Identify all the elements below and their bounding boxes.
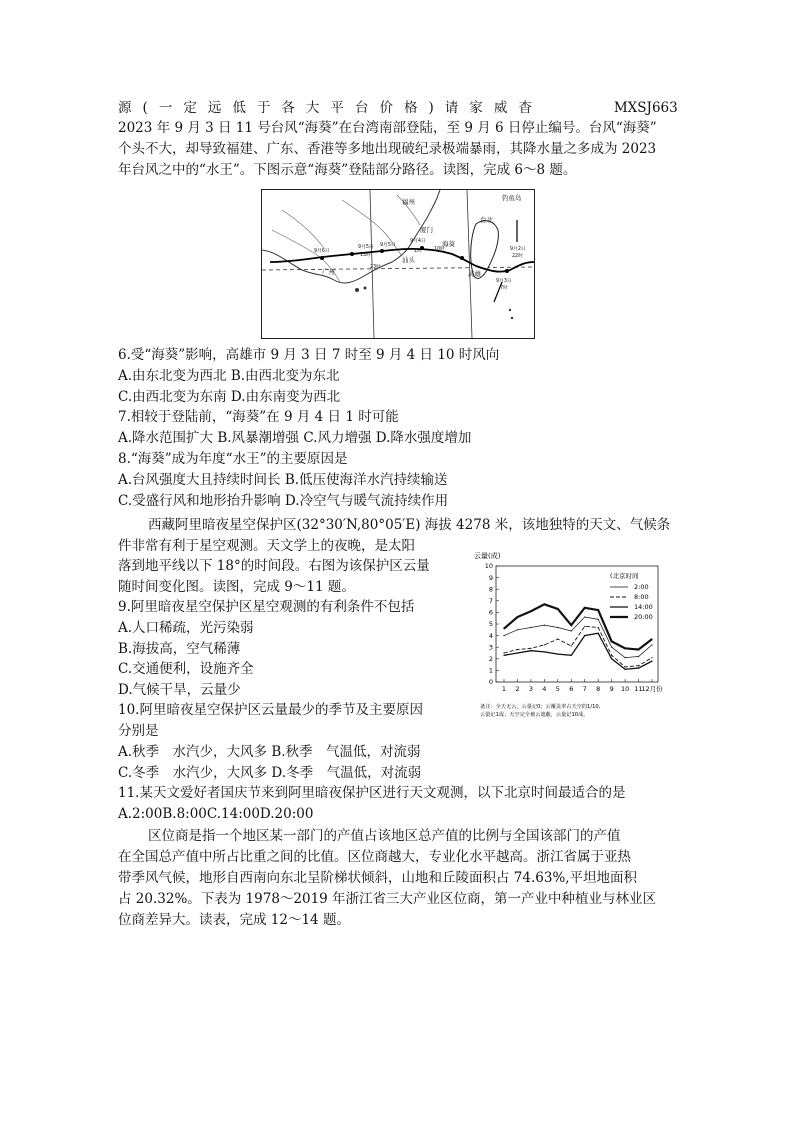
data-point — [651, 644, 652, 645]
data-point — [651, 657, 652, 658]
header-char: ( — [142, 100, 148, 116]
header-char: 低 — [232, 100, 246, 116]
q9-option-a: A.人口稀疏，光污染弱 — [118, 620, 254, 636]
track-point — [320, 256, 324, 260]
data-point — [638, 665, 639, 666]
label-time: 9月2日 — [510, 247, 526, 252]
header-char: 一 — [158, 100, 173, 116]
data-point — [638, 649, 639, 650]
data-point — [624, 666, 625, 667]
q9-option-d: D.气候干旱，云量少 — [118, 682, 241, 698]
data-point — [571, 655, 572, 656]
y-tick-label: 0 — [488, 678, 493, 687]
data-point — [584, 626, 585, 627]
data-point — [611, 641, 612, 642]
data-point — [544, 651, 545, 652]
q10-stem: 分别是 — [118, 723, 159, 739]
q10-options: A.秋季 水汽少，大风多 B.秋季 气温低，对流弱 — [118, 744, 421, 760]
q9-option-c: C.交通便利，设施齐全 — [118, 661, 254, 677]
data-point — [624, 669, 625, 670]
legend-label: 20:00 — [634, 613, 653, 621]
y-tick-label: 3 — [488, 643, 493, 652]
track-point — [350, 252, 354, 256]
label-time: 9月5日 — [380, 243, 396, 248]
q11-options: A.2:00B.8:00C.14:00D.20:00 — [118, 806, 314, 822]
label-gaoxiong: 高雄 — [468, 270, 481, 278]
data-point — [530, 650, 531, 651]
legend-label: 14:00 — [634, 603, 653, 611]
q6-options: C.由西北变为东南 D.由东南变为西北 — [118, 389, 341, 405]
y-tick-label: 1 — [488, 666, 493, 675]
track-point — [460, 256, 464, 260]
data-point — [651, 638, 652, 639]
header-char: 各 — [281, 100, 295, 116]
data-point — [598, 627, 599, 628]
intro3-line: 区位商是指一个地区某一部门的产值占该地区总产值的比例与全国该部门的产值 — [148, 828, 621, 844]
header-char: 价 — [379, 100, 393, 116]
label-time: 9月6日 — [314, 249, 330, 254]
intro2-line: 落到地平线以下 18°的时间段。右图为该保护区云量 — [118, 558, 430, 574]
y-tick-label: 6 — [488, 608, 493, 617]
data-point — [624, 657, 625, 658]
label-time: 7时 — [500, 286, 508, 291]
data-point — [611, 647, 612, 648]
q11-stem: 11.某天文爱好者国庆节来到阿里暗夜保护区进行天文观测，以下北京时间最适合的是 — [118, 785, 626, 801]
label-time: 9月3日 — [496, 279, 512, 284]
y-tick-label: 4 — [488, 631, 493, 640]
y-tick-label: 2 — [488, 655, 493, 663]
x-tick-label: 12月份 — [641, 685, 663, 693]
data-point — [503, 652, 504, 653]
x-tick-label: 4 — [542, 685, 547, 693]
data-point — [584, 635, 585, 636]
data-point — [517, 629, 518, 630]
legend-label: 8:00 — [634, 593, 649, 601]
header-char: 大 — [305, 100, 320, 116]
q6-options: A.由东北变为西北 B.由西北变为东北 — [118, 368, 340, 384]
chart-note: 云量记1成；天空完全被云遮蔽，云量记10成。 — [480, 712, 589, 718]
q10-options: C.冬季 水汽少，大风多 D.冬季 气温低，对流弱 — [118, 765, 422, 781]
header-char: 威 — [493, 100, 508, 116]
q8-options: C.受盛行风和地形抬升影响 D.冷空气与暖气流持续作用 — [118, 493, 449, 509]
series-line-dashed — [504, 626, 652, 667]
data-point — [544, 625, 545, 626]
x-tick-label: 6 — [569, 685, 574, 693]
river — [282, 210, 324, 248]
label-taibei: 台北 — [480, 216, 493, 224]
x-tick-label: 3 — [528, 685, 533, 693]
q9-option-b: B.海拔高，空气稀薄 — [118, 641, 241, 657]
intro1-line: 年台风之中的“水王”。下图示意“海葵”登陆部分路径。读图，完成 6～8 题。 — [118, 162, 577, 178]
intro3-line: 在全国总产值中所占比重之间的比值。区位商越大，专业化水平越高。浙江省属于亚热 — [118, 849, 631, 865]
data-point — [544, 604, 545, 605]
data-point — [544, 644, 545, 645]
header-char: 平 — [330, 100, 344, 116]
header-char: 家 — [469, 100, 483, 116]
longitude-line — [370, 190, 374, 338]
intro1-line: 个头不大，却导致福建、广东、香港等多地出现破纪录极端暴雨，其降水量之多成为 2023 — [118, 141, 657, 157]
label-fuzhou: 福州 — [402, 198, 415, 206]
data-point — [651, 661, 652, 662]
data-point — [517, 649, 518, 650]
x-tick-label: 5 — [555, 685, 560, 693]
island — [355, 288, 359, 292]
data-point — [571, 630, 572, 631]
map-svg — [262, 190, 534, 338]
label-xiamen: 厦门 — [420, 226, 433, 234]
legend-title: (北京时间 — [610, 572, 639, 580]
island — [509, 309, 511, 311]
data-point — [503, 635, 504, 636]
track-point — [380, 249, 384, 253]
data-point — [624, 648, 625, 649]
label-time: 22时 — [512, 254, 523, 259]
data-point — [598, 633, 599, 634]
data-point — [598, 609, 599, 610]
data-point — [571, 645, 572, 646]
y-tick-label: 9 — [488, 573, 493, 582]
header-char: 杳 — [518, 100, 532, 116]
header-char: 于 — [256, 100, 271, 116]
data-point — [530, 648, 531, 649]
x-tick-label: 8 — [596, 685, 601, 693]
data-point — [517, 652, 518, 653]
data-point — [503, 628, 504, 629]
track-point — [505, 269, 509, 273]
header-char: 定 — [183, 100, 197, 116]
label-haikui: 海葵 — [442, 240, 455, 248]
label-time: 1时 — [414, 249, 422, 254]
chart-svg — [470, 548, 680, 723]
header-char: 远 — [207, 100, 222, 116]
doc-code: MXSJ663 — [613, 100, 678, 116]
series-line-thick — [504, 604, 652, 649]
typhoon-path-map — [261, 189, 535, 339]
data-point — [598, 619, 599, 620]
intro2-line: 件非常有利于星空观测。天文学上的夜晚，是太阳 — [118, 538, 415, 554]
data-point — [557, 654, 558, 655]
header-char: 台 — [354, 100, 369, 116]
data-point — [503, 655, 504, 656]
x-tick-label: 7 — [582, 685, 587, 693]
legend-label: 2:00 — [634, 583, 649, 591]
header-line — [118, 98, 678, 118]
cloud-cover-chart — [470, 548, 680, 723]
label-time: 10时 — [434, 247, 445, 252]
latitude-line — [262, 267, 534, 270]
data-point — [557, 608, 558, 609]
intro2-line: 西藏阿里暗夜星空保护区(32°30′N,80°05′E) 海拔 4278 米，该地独特的天文、气候条 — [148, 517, 671, 533]
label-diaoyu: 钓鱼岛 — [502, 194, 522, 202]
data-point — [638, 667, 639, 668]
x-tick-label: 10 — [620, 685, 630, 693]
data-point — [517, 616, 518, 617]
data-point — [557, 627, 558, 628]
intro2-line: 随时间变化图。读图，完成 9～11 题。 — [118, 579, 355, 595]
data-point — [638, 656, 639, 657]
island — [511, 317, 513, 319]
intro3-line: 带季风气候，地形自西南向东北呈阶梯状倾斜，山地和丘陵面积占 74.63%,平坦地面积 — [118, 870, 638, 886]
intro3-line: 位商差异大。读表，完成 12～14 题。 — [118, 912, 350, 928]
q7-stem: 7.相较于登陆前，“海葵”在 9 月 4 日 1 时可能 — [118, 409, 399, 425]
label-guangzhou: 广州 — [322, 268, 335, 276]
q10-stem: 10.阿里暗夜星空保护区云量最少的季节及主要原因 — [118, 702, 423, 718]
x-tick-label: 1 — [501, 685, 507, 693]
y-tick-label: 7 — [488, 597, 493, 605]
label-time: 13时 — [360, 253, 371, 258]
y-tick-label: 8 — [488, 585, 493, 594]
data-point — [557, 638, 558, 639]
x-tick-label: 2 — [515, 685, 520, 693]
q6-stem: 6.受“海葵”影响，高雄市 9 月 3 日 7 时至 9 月 4 日 10 时风向 — [118, 347, 500, 363]
scale-mark — [494, 282, 502, 302]
label-shantou: 汕头 — [402, 256, 415, 264]
q7-options: A.降水范围扩大 B.风暴潮增强 C.风力增强 D.降水强度增加 — [118, 430, 472, 446]
data-point — [584, 607, 585, 608]
y-axis-label: 云量(成) — [474, 552, 501, 560]
x-tick-label: 11 — [634, 685, 643, 693]
label-time: 9月4日 — [410, 239, 426, 244]
chart-note: 备注：全天无云，云量记0；云覆盖率占天空的1/10, — [480, 704, 601, 710]
label-time: 23时 — [370, 265, 381, 270]
series-line-medium — [504, 633, 652, 669]
data-point — [530, 611, 531, 612]
y-tick-label: 5 — [488, 620, 493, 629]
header-char: 请 — [444, 100, 459, 116]
data-point — [584, 616, 585, 617]
header-char: 格 — [403, 100, 418, 116]
data-point — [530, 627, 531, 628]
label-time: 9月5日 — [358, 245, 374, 250]
q9-stem: 9.阿里暗夜星空保护区星空观测的有利条件不包括 — [118, 599, 415, 615]
x-tick-label: 9 — [609, 685, 614, 693]
data-point — [571, 625, 572, 626]
intro3-line: 占 20.32%。下表为 1978～2019 年浙江省三大产业区位商，第一产业中种植业与林业区 — [118, 891, 657, 907]
header-char: 源 — [118, 100, 132, 116]
header-char: ) — [428, 100, 434, 116]
data-point — [611, 655, 612, 656]
q8-stem: 8.“海葵”成为年度“水王”的主要原因是 — [118, 451, 348, 467]
q8-options: A.台风强度大且持续时间长 B.低压使海洋水汽持续输送 — [118, 472, 448, 488]
data-point — [611, 658, 612, 659]
y-tick-label: 10 — [484, 562, 493, 571]
intro1-line: 2023 年 9 月 3 日 11 号台风“海葵”在台湾南部登陆，至 9 月 6 日停止编号。台风“海葵” — [118, 120, 657, 136]
island — [364, 287, 367, 290]
